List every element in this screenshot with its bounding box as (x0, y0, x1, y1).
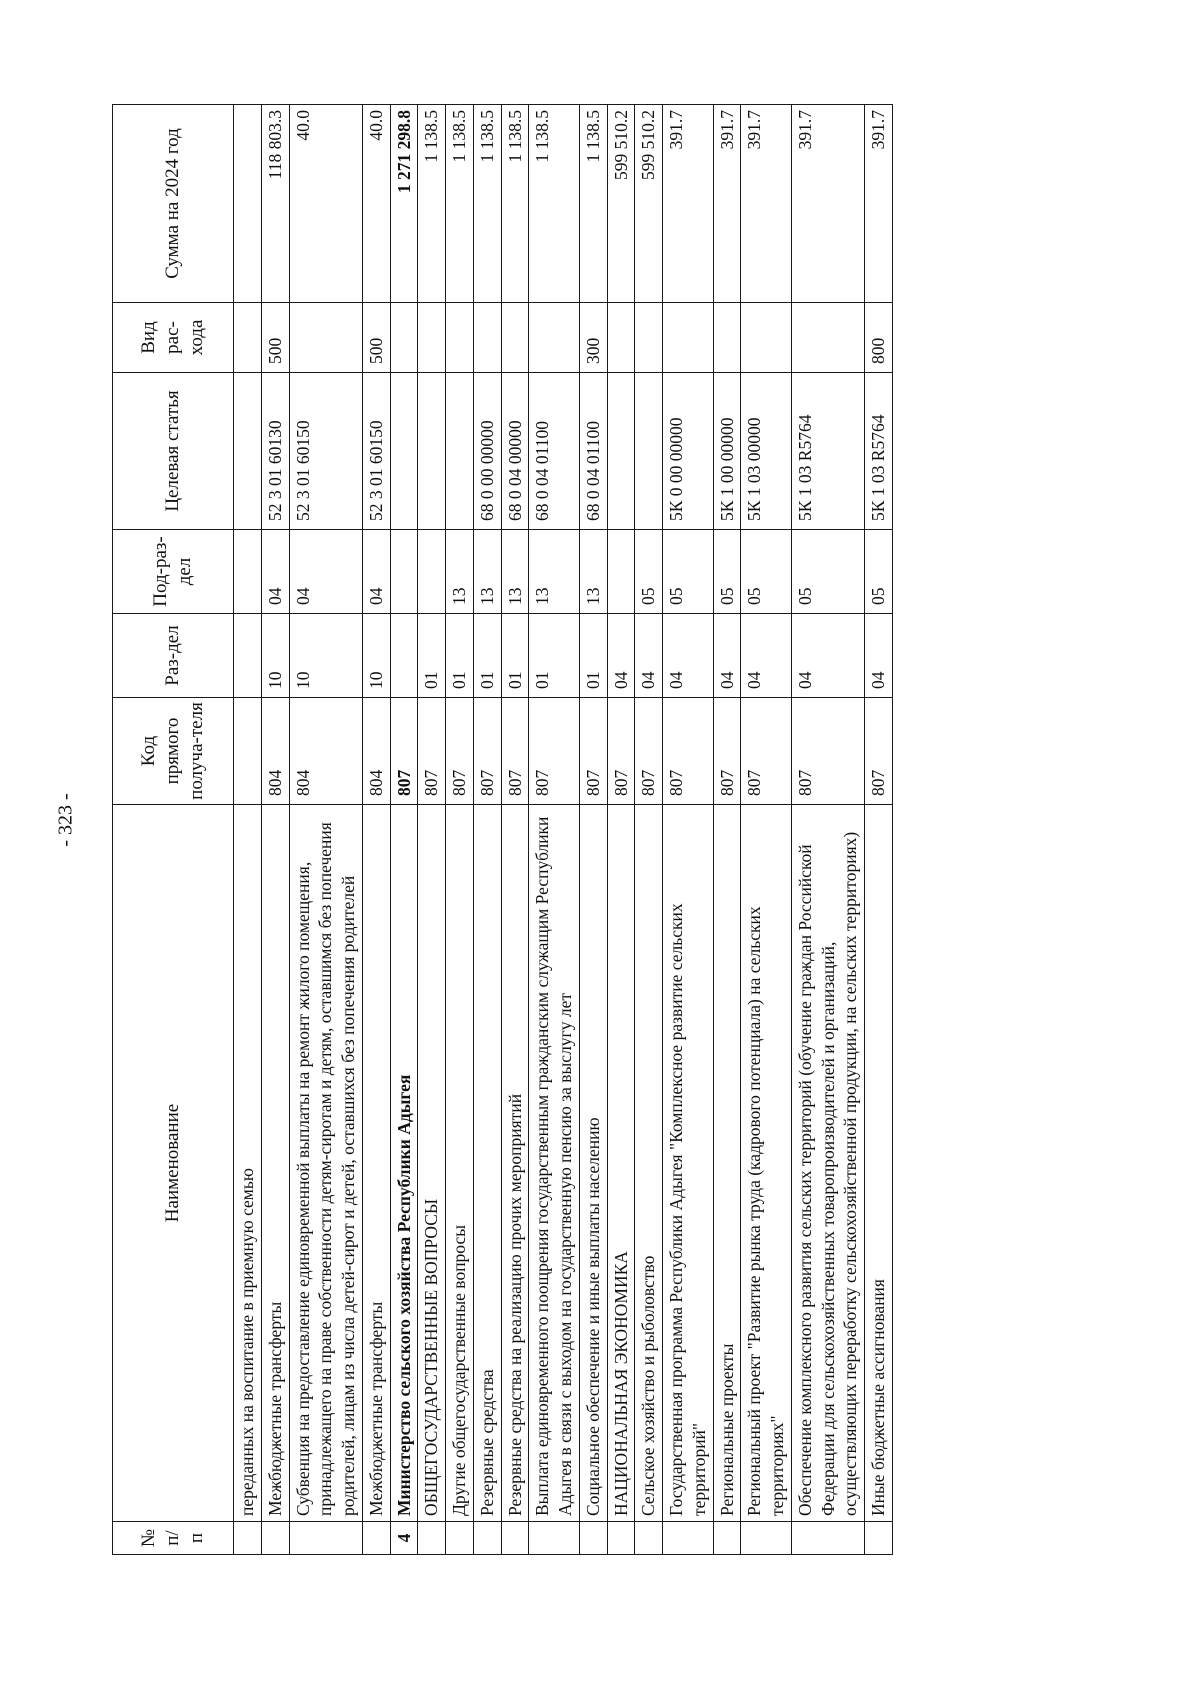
cell-summa: 40.0 (289, 105, 362, 303)
cell-name: Субвенция на предоставление единовременной выплаты на ремонт жилого помещения, принадлежащего на праве собственности детям-сиротам и детям, оставшимся без попечения родителей, лицам из числа детей-сирот и детей, оставшихся без попечения родителей (289, 805, 362, 1522)
cell-podrazdel: 05 (663, 530, 714, 614)
cell-vid (446, 303, 474, 373)
cell-podrazdel: 05 (791, 530, 864, 614)
cell-podrazdel: 13 (473, 530, 501, 614)
table-header-row (113, 105, 234, 1555)
cell-kod: 807 (663, 698, 714, 805)
cell-celevaya: 68 0 04 01100 (579, 373, 607, 530)
table-row (418, 105, 446, 1555)
cell-razdel: 04 (865, 614, 893, 698)
cell-razdel: 04 (635, 614, 663, 698)
cell-kod: 807 (418, 698, 446, 805)
cell-num (362, 1522, 390, 1555)
table-row (635, 105, 663, 1555)
cell-celevaya (234, 373, 262, 530)
header-celevaya: Целевая статья (113, 373, 234, 530)
table-row (234, 105, 262, 1555)
cell-vid (473, 303, 501, 373)
cell-vid (529, 303, 580, 373)
cell-vid (663, 303, 714, 373)
cell-vid: 500 (362, 303, 390, 373)
cell-num (791, 1522, 864, 1555)
cell-name: Государственная программа Республики Адыгея "Комплексное развитие сельских территорий" (663, 805, 714, 1522)
cell-name: Региональные проекты (713, 805, 741, 1522)
cell-kod: 807 (635, 698, 663, 805)
cell-kod: 807 (529, 698, 580, 805)
cell-name: Региональный проект "Развитие рынка труда (кадрового потенциала) на сельских территориях" (741, 805, 792, 1522)
cell-name: Министерство сельского хозяйства Республики Адыгея (390, 805, 418, 1522)
cell-razdel: 04 (663, 614, 714, 698)
cell-summa: 391.7 (865, 105, 893, 303)
cell-vid: 300 (579, 303, 607, 373)
table-body (234, 105, 893, 1555)
cell-vid (234, 303, 262, 373)
cell-razdel: 10 (362, 614, 390, 698)
cell-name: НАЦИОНАЛЬНАЯ ЭКОНОМИКА (607, 805, 635, 1522)
cell-summa: 1 138.5 (501, 105, 529, 303)
cell-kod: 807 (741, 698, 792, 805)
cell-celevaya: 68 0 04 00000 (501, 373, 529, 530)
table-row (741, 105, 792, 1555)
table-row (390, 105, 418, 1555)
cell-name: Межбюджетные трансферты (261, 805, 289, 1522)
cell-celevaya (418, 373, 446, 530)
cell-name: Выплата единовременного поощрения государственным гражданским служащим Республики Адыгея в связи с выходом на государственную пенсию за выслугу лет (529, 805, 580, 1522)
cell-celevaya (446, 373, 474, 530)
cell-razdel: 01 (446, 614, 474, 698)
cell-podrazdel (607, 530, 635, 614)
cell-celevaya: 68 0 00 00000 (473, 373, 501, 530)
cell-summa: 599 510.2 (607, 105, 635, 303)
cell-kod (234, 698, 262, 805)
cell-razdel: 04 (741, 614, 792, 698)
cell-podrazdel: 04 (289, 530, 362, 614)
cell-num (663, 1522, 714, 1555)
cell-celevaya: 52 3 01 60130 (261, 373, 289, 530)
cell-name: Иные бюджетные ассигнования (865, 805, 893, 1522)
cell-name: Резервные средства (473, 805, 501, 1522)
cell-summa: 599 510.2 (635, 105, 663, 303)
table-row (607, 105, 635, 1555)
cell-kod: 807 (865, 698, 893, 805)
table-row (261, 105, 289, 1555)
cell-summa: 391.7 (791, 105, 864, 303)
cell-summa: 1 138.5 (529, 105, 580, 303)
cell-num (473, 1522, 501, 1555)
cell-vid (390, 303, 418, 373)
header-podrazdel: Под-раз-дел (113, 530, 234, 614)
cell-celevaya: 5К 1 03 R5764 (865, 373, 893, 530)
cell-num (713, 1522, 741, 1555)
cell-summa: 391.7 (713, 105, 741, 303)
cell-num (579, 1522, 607, 1555)
cell-podrazdel: 05 (635, 530, 663, 614)
cell-summa: 1 138.5 (473, 105, 501, 303)
cell-celevaya (635, 373, 663, 530)
rotated-table-container (112, 105, 1112, 1555)
cell-razdel: 10 (261, 614, 289, 698)
cell-num (865, 1522, 893, 1555)
cell-kod: 807 (473, 698, 501, 805)
cell-name: Социальное обеспечение и иные выплаты населению (579, 805, 607, 1522)
cell-celevaya: 68 0 04 01100 (529, 373, 580, 530)
cell-celevaya: 5К 0 00 00000 (663, 373, 714, 530)
cell-podrazdel: 05 (865, 530, 893, 614)
cell-name: Обеспечение комплексного развития сельских территорий (обучение граждан Российской Федерации для сельскохозяйственных товаропроизводителей и организаций, осуществляющих переработку сельскохозяйственной продукции, на сельских территориях) (791, 805, 864, 1522)
budget-table (112, 104, 893, 1555)
cell-summa: 1 138.5 (579, 105, 607, 303)
table-row (579, 105, 607, 1555)
cell-num: 4 (390, 1522, 418, 1555)
cell-kod: 807 (579, 698, 607, 805)
cell-name: Другие общегосударственные вопросы (446, 805, 474, 1522)
cell-vid (418, 303, 446, 373)
table-row (501, 105, 529, 1555)
cell-vid (791, 303, 864, 373)
cell-vid (635, 303, 663, 373)
cell-name: Межбюджетные трансферты (362, 805, 390, 1522)
cell-vid: 800 (865, 303, 893, 373)
cell-podrazdel (418, 530, 446, 614)
table-row (529, 105, 580, 1555)
cell-podrazdel: 13 (501, 530, 529, 614)
cell-num (261, 1522, 289, 1555)
cell-celevaya: 5К 1 03 00000 (741, 373, 792, 530)
header-num: № п/п (113, 1522, 234, 1555)
cell-name: переданных на воспитание в приемную семью (234, 805, 262, 1522)
cell-kod: 807 (791, 698, 864, 805)
cell-razdel: 01 (529, 614, 580, 698)
cell-kod: 804 (261, 698, 289, 805)
cell-kod: 807 (607, 698, 635, 805)
table-row (289, 105, 362, 1555)
cell-podrazdel: 13 (446, 530, 474, 614)
header-razdel: Раз-дел (113, 614, 234, 698)
header-summa: Сумма на 2024 год (113, 105, 234, 303)
cell-name: Резервные средства на реализацию прочих мероприятий (501, 805, 529, 1522)
cell-summa (234, 105, 262, 303)
cell-summa: 1 138.5 (446, 105, 474, 303)
header-vid: Вид рас-хода (113, 303, 234, 373)
table-row (865, 105, 893, 1555)
cell-razdel: 01 (501, 614, 529, 698)
cell-podrazdel: 05 (741, 530, 792, 614)
cell-podrazdel (390, 530, 418, 614)
cell-summa: 1 138.5 (418, 105, 446, 303)
cell-celevaya: 5К 1 00 00000 (713, 373, 741, 530)
cell-summa: 391.7 (663, 105, 714, 303)
cell-num (607, 1522, 635, 1555)
cell-razdel: 04 (713, 614, 741, 698)
table-row (663, 105, 714, 1555)
cell-num (446, 1522, 474, 1555)
cell-vid (713, 303, 741, 373)
cell-summa: 391.7 (741, 105, 792, 303)
header-kod: Код прямого получа-теля (113, 698, 234, 805)
cell-razdel: 01 (579, 614, 607, 698)
table-row (791, 105, 864, 1555)
cell-num (741, 1522, 792, 1555)
cell-celevaya: 5К 1 03 R5764 (791, 373, 864, 530)
cell-razdel: 01 (473, 614, 501, 698)
cell-num (234, 1522, 262, 1555)
cell-podrazdel: 13 (579, 530, 607, 614)
cell-celevaya: 52 3 01 60150 (289, 373, 362, 530)
cell-summa: 118 803.3 (261, 105, 289, 303)
header-name: Наименование (113, 805, 234, 1522)
cell-podrazdel: 04 (362, 530, 390, 614)
cell-num (635, 1522, 663, 1555)
table-row (713, 105, 741, 1555)
cell-razdel (234, 614, 262, 698)
cell-razdel: 10 (289, 614, 362, 698)
table-row (473, 105, 501, 1555)
cell-razdel: 01 (418, 614, 446, 698)
cell-razdel: 04 (791, 614, 864, 698)
cell-name: ОБЩЕГОСУДАРСТВЕННЫЕ ВОПРОСЫ (418, 805, 446, 1522)
cell-vid (607, 303, 635, 373)
cell-summa: 40.0 (362, 105, 390, 303)
cell-celevaya (607, 373, 635, 530)
cell-kod: 807 (390, 698, 418, 805)
cell-summa: 1 271 298.8 (390, 105, 418, 303)
cell-podrazdel: 04 (261, 530, 289, 614)
cell-num (501, 1522, 529, 1555)
cell-kod: 807 (446, 698, 474, 805)
cell-num (418, 1522, 446, 1555)
cell-kod: 804 (289, 698, 362, 805)
cell-kod: 807 (501, 698, 529, 805)
cell-vid: 500 (261, 303, 289, 373)
cell-vid (501, 303, 529, 373)
cell-celevaya (390, 373, 418, 530)
cell-podrazdel (234, 530, 262, 614)
cell-razdel (390, 614, 418, 698)
page-number: - 323 - (54, 793, 77, 847)
cell-celevaya: 52 3 01 60150 (362, 373, 390, 530)
cell-num (529, 1522, 580, 1555)
cell-vid (289, 303, 362, 373)
cell-kod: 804 (362, 698, 390, 805)
cell-vid (741, 303, 792, 373)
cell-podrazdel: 05 (713, 530, 741, 614)
cell-razdel: 04 (607, 614, 635, 698)
cell-kod: 807 (713, 698, 741, 805)
cell-name: Сельское хозяйство и рыболовство (635, 805, 663, 1522)
cell-num (289, 1522, 362, 1555)
table-row (362, 105, 390, 1555)
cell-podrazdel: 13 (529, 530, 580, 614)
table-row (446, 105, 474, 1555)
